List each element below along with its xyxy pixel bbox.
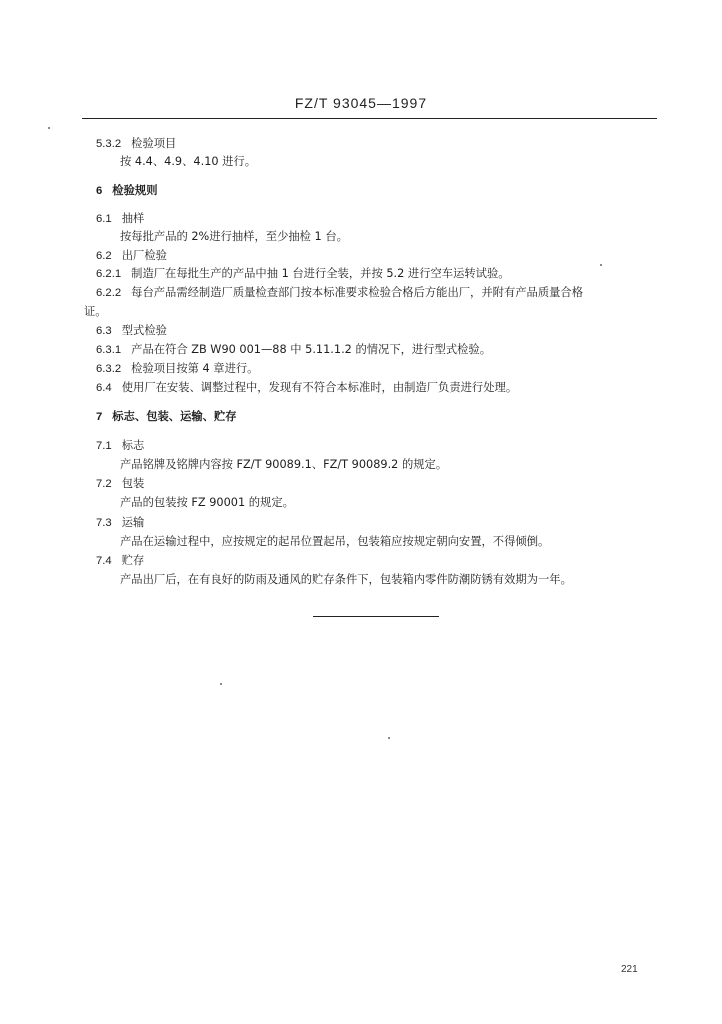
clause-title: 包装 (121, 477, 145, 490)
section-6-heading (96, 184, 158, 198)
clause-number: 6.3 (96, 325, 112, 337)
clause-number: 7.3 (96, 517, 112, 529)
clause-title: 检验项目 (131, 137, 177, 150)
clause-continuation: 证。 (84, 305, 107, 318)
clause-body: 产品铭牌及铭牌内容按 FZ/T 90089.1、FZ/T 90089.2 的规定。 (120, 458, 448, 471)
clause-number: 6.3.2 (96, 363, 122, 375)
clause-number: 7.4 (96, 555, 112, 567)
clause-body: 按每批产品的 2%进行抽样，至少抽检 1 台。 (120, 230, 348, 243)
standard-header: FZ/T 93045—1997 (294, 95, 428, 111)
clause-text: 制造厂在每批生产的产品中抽 1 台进行全装，并按 5.2 进行空车运转试验。 (131, 267, 510, 280)
page-number: 221 (621, 964, 638, 975)
clause-number: 6.3.1 (96, 344, 122, 356)
clause-title: 贮存 (121, 554, 145, 567)
clause-text: 产品在符合 ZB W90 001—88 中 5.11.1.2 的情况下，进行型式检验。 (131, 343, 492, 356)
clause-title: 抽样 (121, 212, 145, 225)
clause-title: 出厂检验 (121, 249, 167, 262)
clause-number: 7.2 (96, 478, 112, 490)
clause-text: 每台产品需经制造厂质量检查部门按本标准要求检验合格后方能出厂，并附有产品质量合格 (131, 286, 584, 299)
clause-7-3 (96, 516, 144, 530)
clause-7-1 (96, 439, 144, 453)
section-title: 检验规则 (112, 184, 158, 197)
scan-speck (220, 683, 222, 685)
clause-body: 产品在运输过程中，应按规定的起吊位置起吊，包装箱应按规定朝向安置，不得倾倒。 (120, 535, 550, 548)
scan-speck (388, 737, 390, 739)
clause-title: 运输 (121, 516, 145, 529)
clause-5-3-2 (96, 137, 176, 151)
header-rule (82, 118, 657, 119)
clause-number: 6.1 (96, 213, 112, 225)
end-of-standard-rule (313, 616, 439, 617)
scan-speck (600, 264, 602, 266)
clause-text: 检验项目按第 4 章进行。 (131, 362, 259, 375)
clause-7-2 (96, 477, 144, 491)
clause-7-4 (96, 554, 144, 568)
clause-title: 型式检验 (121, 324, 167, 337)
clause-number: 5.3.2 (96, 138, 122, 150)
clause-number: 7.1 (96, 440, 112, 452)
clause-6-2 (96, 249, 167, 263)
clause-number: 6.2 (96, 250, 112, 262)
section-number: 6 (96, 185, 103, 197)
clause-number: 6.2.2 (96, 287, 122, 299)
clause-6-3 (96, 324, 167, 338)
clause-body: 产品出厂后，在有良好的防雨及通风的贮存条件下，包装箱内零件防潮防锈有效期为一年。 (120, 573, 572, 586)
clause-6-2-1 (96, 267, 510, 281)
scan-speck (48, 127, 50, 129)
clause-number: 6.4 (96, 382, 112, 394)
section-number: 7 (96, 411, 103, 423)
clause-text: 使用厂在安装、调整过程中，发现有不符合本标准时，由制造厂负责进行处理。 (121, 381, 518, 394)
clause-body: 按 4.4、4.9、4.10 进行。 (120, 155, 257, 168)
clause-title: 标志 (121, 439, 145, 452)
clause-number: 6.2.1 (96, 268, 122, 280)
clause-6-1 (96, 212, 144, 226)
section-7-heading (96, 410, 237, 424)
clause-6-3-1 (96, 343, 491, 357)
clause-body: 产品的包装按 FZ 90001 的规定。 (120, 496, 294, 509)
section-title: 标志、包装、运输、贮存 (112, 410, 237, 423)
clause-6-4 (96, 381, 517, 395)
clause-6-3-2 (96, 362, 258, 376)
clause-6-2-2 (96, 286, 583, 300)
